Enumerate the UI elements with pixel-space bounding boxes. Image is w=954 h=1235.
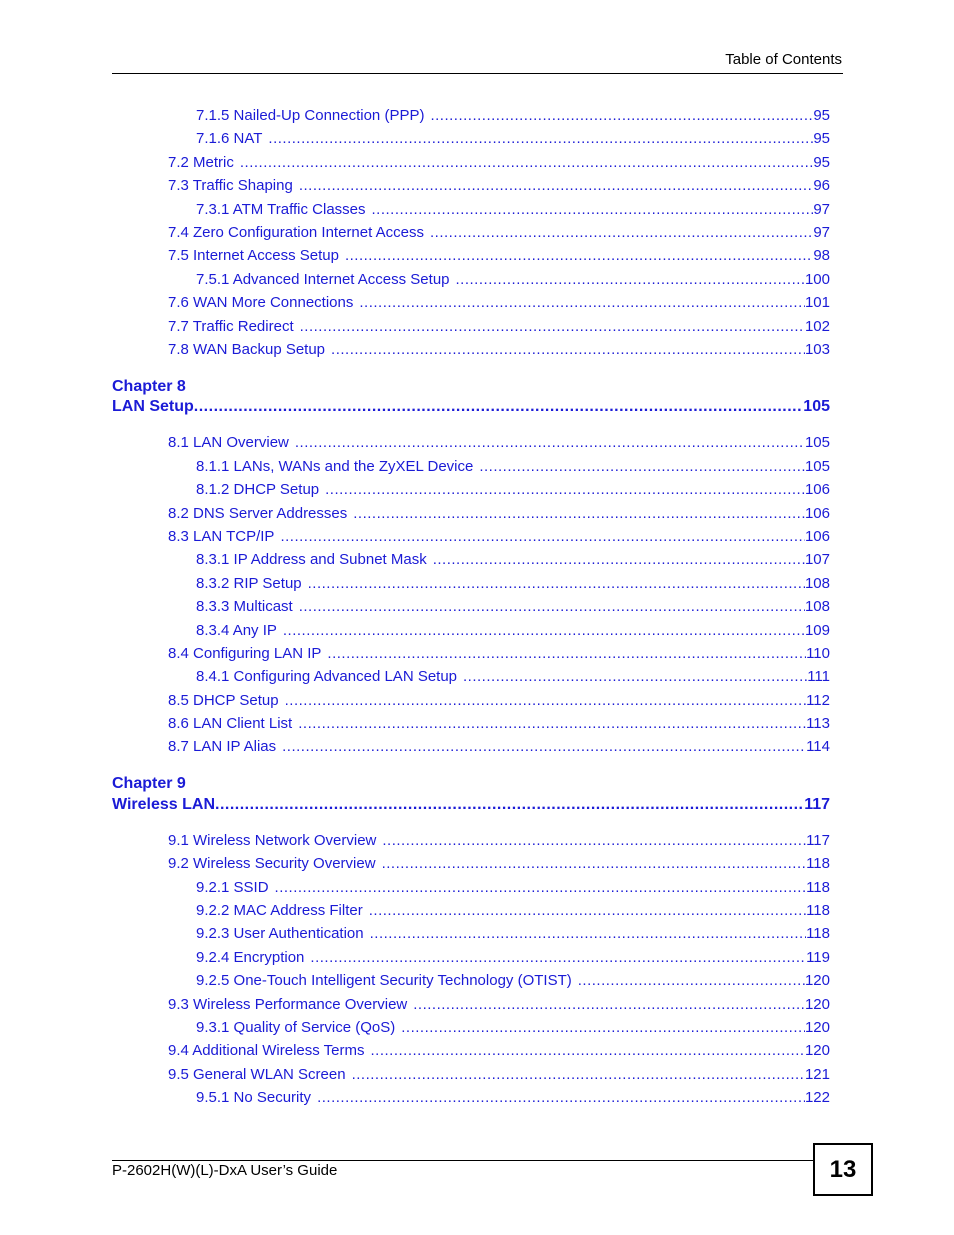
dot-leader	[293, 176, 814, 196]
toc-entry-page: 118	[806, 925, 830, 942]
toc-entry[interactable]	[196, 270, 830, 290]
toc-entry-page: 111	[807, 668, 830, 685]
toc-entry-title: 9.2 Wireless Security Overview	[168, 855, 376, 872]
dot-leader	[424, 106, 813, 126]
toc-entry-page: 118	[806, 855, 830, 872]
dot-leader	[450, 270, 805, 290]
toc-entry-page: 120	[804, 996, 830, 1013]
chapter-entry[interactable]	[112, 795, 830, 815]
dot-leader	[339, 246, 813, 266]
toc-entry-page: 108	[804, 598, 830, 615]
toc-entry-title: 8.6 LAN Client List	[168, 715, 293, 732]
dot-leader	[364, 924, 806, 944]
chapter-title: LAN Setup	[112, 398, 194, 415]
toc-entry[interactable]	[168, 340, 830, 360]
toc-entry[interactable]	[196, 901, 830, 921]
toc-entry-page: 120	[804, 1042, 830, 1059]
toc-entry-title: 8.5 DHCP Setup	[168, 692, 279, 709]
dot-leader	[473, 457, 805, 477]
toc-entry[interactable]	[196, 1018, 830, 1038]
toc-entry[interactable]	[168, 737, 830, 757]
toc-entry-title: 8.1.1 LANs, WANs and the ZyXEL Device	[196, 458, 474, 475]
dot-leader	[292, 714, 806, 734]
toc-entry-title: 8.3.1 IP Address and Subnet Mask	[196, 551, 427, 568]
dot-leader	[572, 971, 805, 991]
toc-entry-title: 9.2.4 Encryption	[196, 949, 305, 966]
dot-leader	[376, 831, 806, 851]
toc-entry[interactable]	[196, 667, 830, 687]
dot-leader	[346, 1065, 805, 1085]
dot-leader	[294, 317, 805, 337]
toc-entry-title: 8.1 LAN Overview	[168, 434, 289, 451]
dot-leader	[302, 574, 805, 594]
dot-leader	[363, 901, 806, 921]
toc-entry[interactable]	[196, 1088, 830, 1108]
dot-leader	[353, 293, 805, 313]
dot-leader	[395, 1018, 805, 1038]
dot-leader	[376, 854, 807, 874]
dot-leader	[311, 1088, 805, 1108]
toc-entry-page: 103	[804, 341, 830, 358]
chapter-page: 105	[803, 398, 830, 415]
toc-entry-page: 108	[804, 575, 830, 592]
footer-divider	[112, 1160, 814, 1161]
toc-entry[interactable]	[196, 948, 830, 968]
toc-entry-page: 120	[804, 1019, 830, 1036]
toc-entry[interactable]	[168, 223, 830, 243]
toc-entry-page: 98	[813, 247, 830, 264]
toc-entry-title: 9.2.2 MAC Address Filter	[196, 902, 363, 919]
toc-entry-title: 9.2.1 SSID	[196, 879, 269, 896]
toc-entry-title: 7.5 Internet Access Setup	[168, 247, 339, 264]
chapter-label[interactable]: Chapter 9	[112, 775, 186, 792]
dot-leader	[424, 223, 813, 243]
toc-entry[interactable]	[168, 527, 830, 547]
toc-entry[interactable]	[168, 995, 830, 1015]
toc-entry[interactable]	[168, 176, 830, 196]
toc-entry-page: 95	[813, 154, 830, 171]
toc-entry-title: 8.3.3 Multicast	[196, 598, 293, 615]
toc-entry-page: 95	[813, 130, 830, 147]
dot-leader	[366, 200, 814, 220]
toc-entry-title: 9.2.3 User Authentication	[196, 925, 364, 942]
dot-leader	[262, 129, 813, 149]
dot-leader	[407, 995, 805, 1015]
dot-leader	[194, 397, 804, 417]
toc-entry-title: 8.3 LAN TCP/IP	[168, 528, 275, 545]
toc-entry-page: 102	[804, 318, 830, 335]
toc-entry[interactable]	[196, 924, 830, 944]
toc-entry-title: 8.4 Configuring LAN IP	[168, 645, 322, 662]
toc-entry[interactable]	[168, 246, 830, 266]
toc-entry-title: 8.7 LAN IP Alias	[168, 738, 277, 755]
toc-entry[interactable]	[196, 597, 830, 617]
toc-entry-title: 7.2 Metric	[168, 154, 234, 171]
toc-entry-page: 106	[804, 528, 830, 545]
toc-entry-title: 7.7 Traffic Redirect	[168, 318, 294, 335]
toc-entry[interactable]	[196, 129, 830, 149]
dot-leader	[321, 644, 806, 664]
page-number-box	[813, 1143, 873, 1196]
header-divider	[112, 73, 843, 74]
toc-entry-page: 105	[804, 434, 830, 451]
dot-leader	[347, 504, 805, 524]
toc-entry-title: 7.1.6 NAT	[196, 130, 263, 147]
toc-entry[interactable]	[196, 574, 830, 594]
toc-entry-title: 9.2.5 One-Touch Intelligent Security Technology (OTIST)	[196, 972, 572, 989]
dot-leader	[319, 480, 805, 500]
toc-entry[interactable]	[168, 433, 830, 453]
toc-entry[interactable]	[196, 550, 830, 570]
toc-entry-page: 117	[806, 832, 830, 849]
toc-entry-page: 118	[806, 902, 830, 919]
toc-entry-title: 9.1 Wireless Network Overview	[168, 832, 377, 849]
toc-entry-title: 9.3 Wireless Performance Overview	[168, 996, 408, 1013]
toc-entry-page: 122	[804, 1089, 830, 1106]
toc-entry-title: 9.5 General WLAN Screen	[168, 1066, 346, 1083]
toc-entry-title: 8.3.4 Any IP	[196, 622, 277, 639]
toc-entry-title: 8.1.2 DHCP Setup	[196, 481, 320, 498]
toc-entry-title: 7.3.1 ATM Traffic Classes	[196, 201, 366, 218]
page-number: 13	[829, 1155, 857, 1183]
toc-entry-title: 8.2 DNS Server Addresses	[168, 505, 348, 522]
toc-entry-page: 109	[804, 622, 830, 639]
toc-entry-page: 121	[804, 1066, 830, 1083]
dot-leader	[293, 597, 805, 617]
toc-entry[interactable]	[196, 878, 830, 898]
toc-entry-page: 107	[804, 551, 830, 568]
chapter-label[interactable]: Chapter 8	[112, 378, 186, 395]
toc-entry-title: 9.3.1 Quality of Service (QoS)	[196, 1019, 396, 1036]
toc-entry[interactable]	[196, 106, 830, 126]
toc-entry-page: 105	[804, 458, 830, 475]
chapter-entry[interactable]	[112, 397, 830, 417]
toc-entry-page: 120	[804, 972, 830, 989]
toc-entry[interactable]	[168, 1041, 830, 1061]
toc-entry[interactable]	[168, 714, 830, 734]
toc-entry-title: 8.4.1 Configuring Advanced LAN Setup	[196, 668, 458, 685]
toc-entry-page: 118	[806, 879, 830, 896]
toc-entry[interactable]	[168, 293, 830, 313]
toc-entry[interactable]	[196, 480, 830, 500]
toc-entry[interactable]	[168, 317, 830, 337]
toc-entry-title: 9.5.1 No Security	[196, 1089, 312, 1106]
toc-entry[interactable]	[196, 621, 830, 641]
toc-entry-page: 119	[806, 949, 830, 966]
toc-entry-title: 7.5.1 Advanced Internet Access Setup	[196, 271, 450, 288]
running-header: Table of Contents	[725, 51, 842, 68]
toc-entry-page: 96	[813, 177, 830, 194]
toc-entry-page: 97	[813, 201, 830, 218]
toc-entry-title: 9.4 Additional Wireless Terms	[168, 1042, 365, 1059]
toc-entry-page: 106	[804, 505, 830, 522]
toc-entry-title: 8.3.2 RIP Setup	[196, 575, 302, 592]
toc-entry-page: 95	[813, 107, 830, 124]
toc-entry[interactable]	[196, 457, 830, 477]
toc-entry[interactable]	[168, 691, 830, 711]
toc-entry-title: 7.8 WAN Backup Setup	[168, 341, 326, 358]
toc-entry-page: 114	[806, 738, 830, 755]
dot-leader	[234, 153, 813, 173]
toc-entry-title: 7.1.5 Nailed-Up Connection (PPP)	[196, 107, 425, 124]
toc-entry[interactable]	[196, 200, 830, 220]
dot-leader	[215, 795, 804, 815]
dot-leader	[289, 433, 805, 453]
toc-entry-page: 112	[806, 692, 830, 709]
dot-leader	[457, 667, 807, 687]
footer-guide-title: P-2602H(W)(L)-DxA User’s Guide	[112, 1162, 338, 1179]
toc-entry[interactable]	[168, 854, 830, 874]
chapter-title: Wireless LAN	[112, 796, 215, 813]
toc-entry-title: 7.4 Zero Configuration Internet Access	[168, 224, 424, 241]
toc-entry-title: 7.3 Traffic Shaping	[168, 177, 293, 194]
toc-entry[interactable]	[168, 1065, 830, 1085]
toc-entry[interactable]	[168, 153, 830, 173]
dot-leader	[276, 737, 806, 757]
dot-leader	[279, 691, 806, 711]
toc-entry-title: 7.6 WAN More Connections	[168, 294, 354, 311]
dot-leader	[274, 527, 805, 547]
dot-leader	[364, 1041, 804, 1061]
toc-entry[interactable]	[168, 831, 830, 851]
toc-entry-page: 101	[804, 294, 830, 311]
chapter-page: 117	[804, 796, 830, 813]
toc-entry-page: 100	[804, 271, 830, 288]
toc-entry-page: 97	[813, 224, 830, 241]
dot-leader	[325, 340, 805, 360]
toc-entry-page: 113	[806, 715, 830, 732]
dot-leader	[427, 550, 805, 570]
toc-entry-page: 106	[804, 481, 830, 498]
dot-leader	[304, 948, 806, 968]
toc-entry[interactable]	[168, 644, 830, 664]
toc-entry[interactable]	[196, 971, 830, 991]
dot-leader	[269, 878, 807, 898]
dot-leader	[277, 621, 805, 641]
toc-entry-page: 110	[806, 645, 830, 662]
toc-entry[interactable]	[168, 504, 830, 524]
